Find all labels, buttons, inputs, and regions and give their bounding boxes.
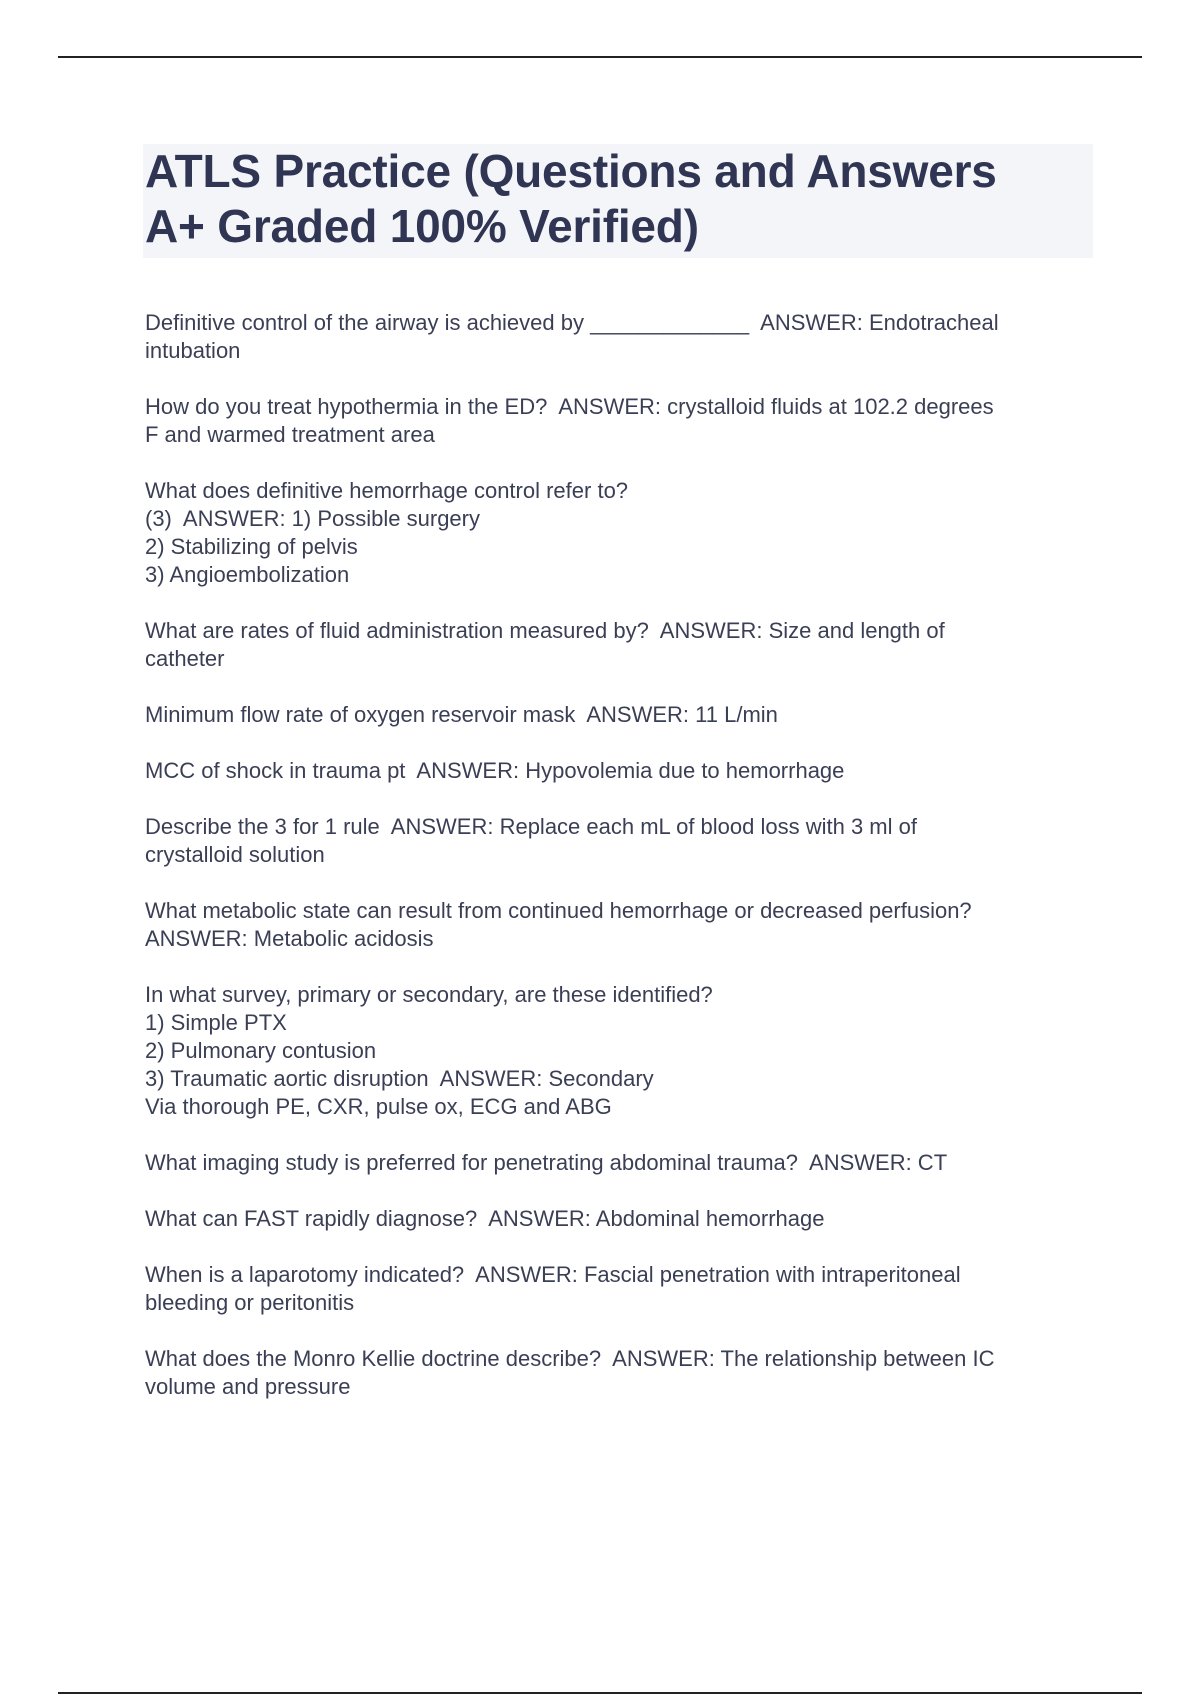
document-title-line-2: A+ Graded 100% Verified) bbox=[145, 200, 699, 252]
qa-line: volume and pressure bbox=[145, 1374, 351, 1399]
qa-line: Definitive control of the airway is achieved by _____________ ANSWER: Endotracheal bbox=[145, 310, 999, 335]
qa-line: What are rates of fluid administration measured by? ANSWER: Size and length of bbox=[145, 618, 945, 643]
qa-line: Via thorough PE, CXR, pulse ox, ECG and ABG bbox=[145, 1094, 612, 1119]
qa-line: 2) Pulmonary contusion bbox=[145, 1038, 377, 1063]
qa-item bbox=[145, 393, 1095, 449]
qa-item bbox=[145, 813, 1095, 869]
header-divider bbox=[58, 56, 1142, 58]
qa-item bbox=[145, 701, 1095, 729]
qa-line: Minimum flow rate of oxygen reservoir mask ANSWER: 11 L/min bbox=[145, 702, 778, 727]
title-block bbox=[143, 144, 1093, 258]
qa-line: What metabolic state can result from continued hemorrhage or decreased perfusion? bbox=[145, 898, 972, 923]
qa-line: 1) Simple PTX bbox=[145, 1010, 287, 1035]
qa-item bbox=[145, 757, 1095, 785]
qa-item bbox=[145, 309, 1095, 365]
document-title bbox=[145, 144, 1093, 254]
qa-item bbox=[145, 1149, 1095, 1177]
qa-item bbox=[145, 477, 1095, 589]
qa-item bbox=[145, 1205, 1095, 1233]
qa-line: crystalloid solution bbox=[145, 842, 325, 867]
footer-divider bbox=[58, 1692, 1142, 1694]
qa-line: What imaging study is preferred for penetrating abdominal trauma? ANSWER: CT bbox=[145, 1150, 948, 1175]
qa-line: intubation bbox=[145, 338, 241, 363]
qa-line: 3) Angioembolization bbox=[145, 562, 350, 587]
qa-line: catheter bbox=[145, 646, 225, 671]
qa-line: MCC of shock in trauma pt ANSWER: Hypovolemia due to hemorrhage bbox=[145, 758, 845, 783]
qa-line: F and warmed treatment area bbox=[145, 422, 435, 447]
qa-line: ANSWER: Metabolic acidosis bbox=[145, 926, 434, 951]
qa-item bbox=[145, 897, 1095, 953]
qa-line: In what survey, primary or secondary, are these identified? bbox=[145, 982, 713, 1007]
document-title-line-1: ATLS Practice (Questions and Answers bbox=[145, 145, 997, 197]
qa-line: bleeding or peritonitis bbox=[145, 1290, 355, 1315]
qa-item bbox=[145, 617, 1095, 673]
qa-line: When is a laparotomy indicated? ANSWER: Fascial penetration with intraperitoneal bbox=[145, 1262, 961, 1287]
qa-list bbox=[145, 309, 1095, 1429]
qa-item bbox=[145, 981, 1095, 1121]
qa-line: Describe the 3 for 1 rule ANSWER: Replace each mL of blood loss with 3 ml of bbox=[145, 814, 917, 839]
qa-item bbox=[145, 1261, 1095, 1317]
qa-line: What does the Monro Kellie doctrine describe? ANSWER: The relationship between IC bbox=[145, 1346, 995, 1371]
qa-line: What can FAST rapidly diagnose? ANSWER: Abdominal hemorrhage bbox=[145, 1206, 825, 1231]
qa-line: (3) ANSWER: 1) Possible surgery bbox=[145, 506, 480, 531]
qa-line: What does definitive hemorrhage control refer to? bbox=[145, 478, 629, 503]
qa-line: 3) Traumatic aortic disruption ANSWER: Secondary bbox=[145, 1066, 654, 1091]
qa-line: 2) Stabilizing of pelvis bbox=[145, 534, 358, 559]
qa-line: How do you treat hypothermia in the ED? ANSWER: crystalloid fluids at 102.2 degrees bbox=[145, 394, 994, 419]
qa-item bbox=[145, 1345, 1095, 1401]
